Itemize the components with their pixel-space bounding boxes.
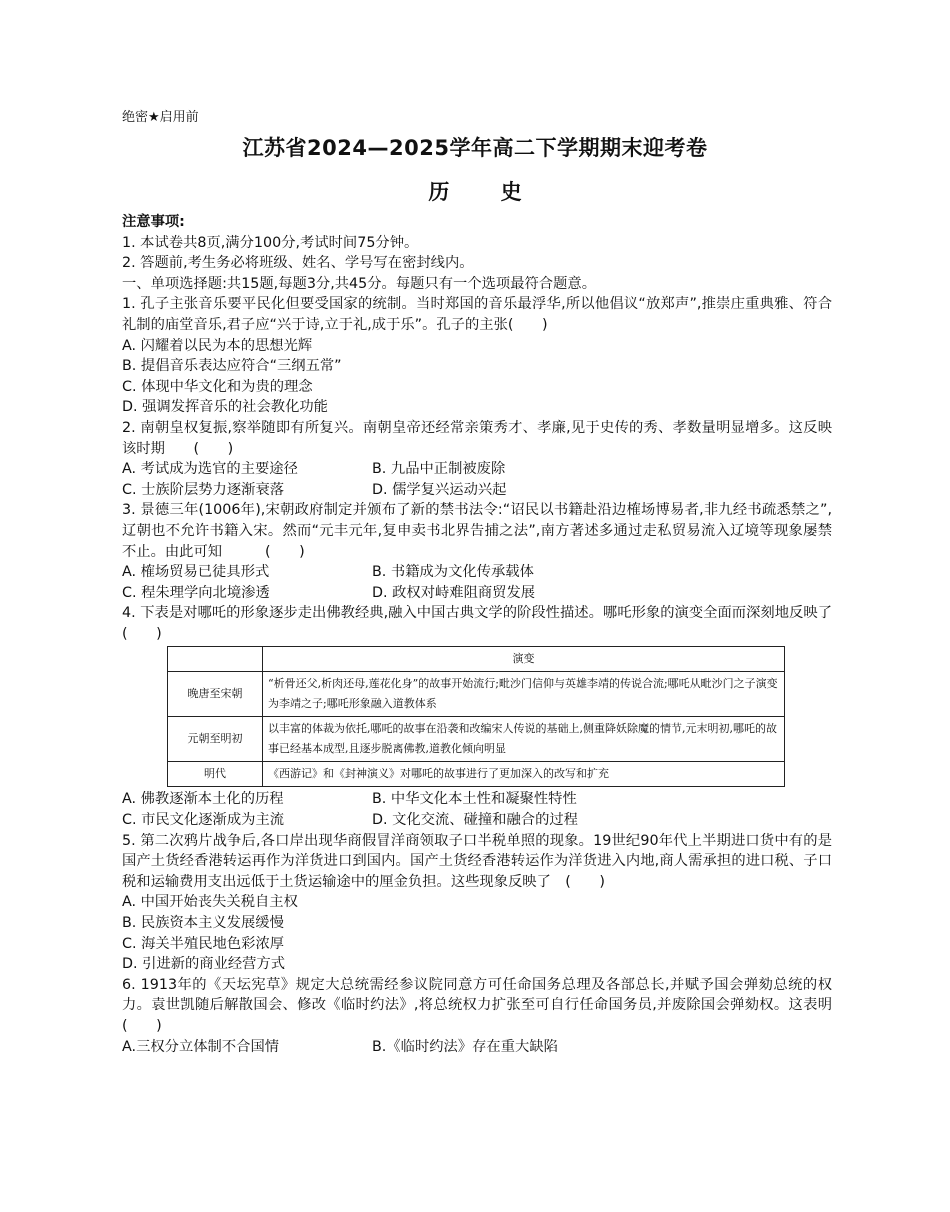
nezha-evolution-table	[167, 646, 785, 787]
subject-char-2: 史	[500, 180, 522, 204]
table-text-cell: “析骨还父,析肉还母,莲花化身”的故事开始流行;毗沙门信仰与英雄李靖的传说合流;哪吒从毗沙门之子演变为李靖之子;哪吒形象融入道教体系	[263, 672, 785, 717]
question-2-stem: 2. 南朝皇权复振,察举随即有所复兴。南朝皇帝还经常亲策秀才、孝廉,见于史传的秀、孝数量明显增多。这反映该时期 ( )	[122, 419, 832, 457]
q1-option-a[interactable]: A. 闪耀着以民为本的思想光辉	[122, 337, 313, 354]
q1-option-b[interactable]: B. 提倡音乐表达应符合“三纲五常”	[122, 358, 342, 375]
notes-title: 注意事项:	[122, 214, 185, 230]
table-period-cell: 明代	[168, 762, 263, 787]
q3-option-c[interactable]: C. 程朱理学向北境渗透	[122, 584, 270, 601]
exam-content	[122, 212, 890, 1057]
table-row	[168, 717, 785, 762]
note-item-2: 2. 答题前,考生务必将班级、姓名、学号写在密封线内。	[122, 255, 474, 272]
q4-option-c[interactable]: C. 市民文化逐渐成为主流	[122, 812, 285, 829]
table-period-cell: 晚唐至宋朝	[168, 672, 263, 717]
q3-options-row-1	[122, 562, 832, 583]
q4-option-d[interactable]: D. 文化交流、碰撞和融合的过程	[372, 812, 578, 829]
q3-options-row-2	[122, 583, 832, 604]
q2-option-b[interactable]: B. 九品中正制被废除	[372, 461, 506, 478]
question-5-stem: 5. 第二次鸦片战争后,各口岸出现华商假冒洋商领取子口半税单照的现象。19世纪90年代上半期进口货中有的是国产土货经香港转运再作为洋货进口到国内。国产土货经香港转运作为洋货进入内地,商人需承担的进口税、子口税和运输费用支出远低于土货运输途中的厘金负担。这些现象反映了 ( )	[122, 832, 832, 890]
table-header-row	[168, 647, 785, 672]
q5-option-d[interactable]: D. 引进新的商业经营方式	[122, 956, 286, 973]
question-1-stem: 1. 孔子主张音乐要平民化但要受国家的统制。当时郑国的音乐最浮华,所以他倡议“放郑声”,推崇庄重典雅、符合礼制的庙堂音乐,君子应“兴于诗,立于礼,成于乐”。孔子的主张( )	[122, 296, 832, 333]
q2-options-row-2	[122, 480, 832, 501]
question-3-stem: 3. 景德三年(1006年),宋朝政府制定并颁布了新的禁书法令:“诏民以书籍赴沿边榷场博易者,非九经书疏悉禁之”,辽朝也不允许书籍入宋。然而“元丰元年,复申卖书北界告捕之法”,南方著述多通过走私贸易流入辽境等现象屡禁不止。由此可知 ( )	[122, 502, 832, 560]
q1-option-d[interactable]: D. 强调发挥音乐的社会教化功能	[122, 399, 328, 416]
nezha-table-wrap	[167, 646, 785, 787]
table-text-cell: 《西游记》和《封神演义》对哪吒的故事进行了更加深入的改写和扩充	[263, 762, 785, 787]
question-6-stem: 6. 1913年的《天坛宪草》规定大总统需经参议院同意方可任命国务总理及各部总长,并赋予国会弹劾总统的权力。袁世凯随后解散国会、修改《临时约法》,将总统权力扩张至可自行任命国务员,并废除国会弹劾权。这表明 ( )	[122, 976, 890, 1034]
q5-option-c[interactable]: C. 海关半殖民地色彩浓厚	[122, 935, 285, 952]
subject-char-1: 历	[428, 180, 450, 204]
table-header-cell: 演变	[263, 647, 785, 672]
q2-option-d[interactable]: D. 儒学复兴运动兴起	[372, 481, 507, 498]
table-row	[168, 762, 785, 787]
q4-option-a[interactable]: A. 佛教逐渐本土化的历程	[122, 791, 284, 808]
q5-option-b[interactable]: B. 民族资本主义发展缓慢	[122, 915, 284, 932]
q3-option-b[interactable]: B. 书籍成为文化传承载体	[372, 564, 534, 581]
section-heading: 一、单项选择题:共15题,每题3分,共45分。每题只有一个选项最符合题意。	[122, 275, 596, 292]
q2-options-row-1	[122, 459, 832, 480]
table-row	[168, 672, 785, 717]
q4-options-row-2	[122, 810, 832, 831]
table-period-cell: 元朝至明初	[168, 717, 263, 762]
q6-options-row-1	[122, 1037, 832, 1058]
subject-title	[0, 176, 950, 206]
table-text-cell: 以丰富的体裁为依托,哪吒的故事在沿袭和改编宋人传说的基础上,侧重降妖除魔的情节,元末明初,哪吒的故事已经基本成型,且逐步脱离佛教,道教化倾向明显	[263, 717, 785, 762]
secret-label: 绝密★启用前	[122, 110, 199, 125]
q4-option-b[interactable]: B. 中华文化本土性和凝聚性特性	[372, 791, 577, 808]
table-corner-cell	[168, 647, 263, 672]
q6-option-b[interactable]: B.《临时约法》存在重大缺陷	[372, 1038, 558, 1055]
q4-options-row-1	[122, 789, 832, 810]
q2-option-c[interactable]: C. 士族阶层势力逐渐衰落	[122, 481, 285, 498]
page-title: 江苏省2024—2025学年高二下学期期末迎考卷	[242, 136, 708, 160]
note-item-1: 1. 本试卷共8页,满分100分,考试时间75分钟。	[122, 234, 419, 251]
q2-option-a[interactable]: A. 考试成为选官的主要途径	[122, 461, 298, 478]
q6-option-a[interactable]: A.三权分立体制不合国情	[122, 1038, 280, 1055]
q3-option-d[interactable]: D. 政权对峙难阻商贸发展	[372, 584, 536, 601]
q5-option-a[interactable]: A. 中国开始丧失关税自主权	[122, 894, 298, 911]
q1-option-c[interactable]: C. 体现中华文化和为贵的理念	[122, 378, 313, 395]
question-4-stem: 4. 下表是对哪吒的形象逐步走出佛教经典,融入中国古典文学的阶段性描述。哪吒形象的演变全面而深刻地反映了 ( )	[122, 605, 861, 642]
q3-option-a[interactable]: A. 榷场贸易已徒具形式	[122, 564, 270, 581]
